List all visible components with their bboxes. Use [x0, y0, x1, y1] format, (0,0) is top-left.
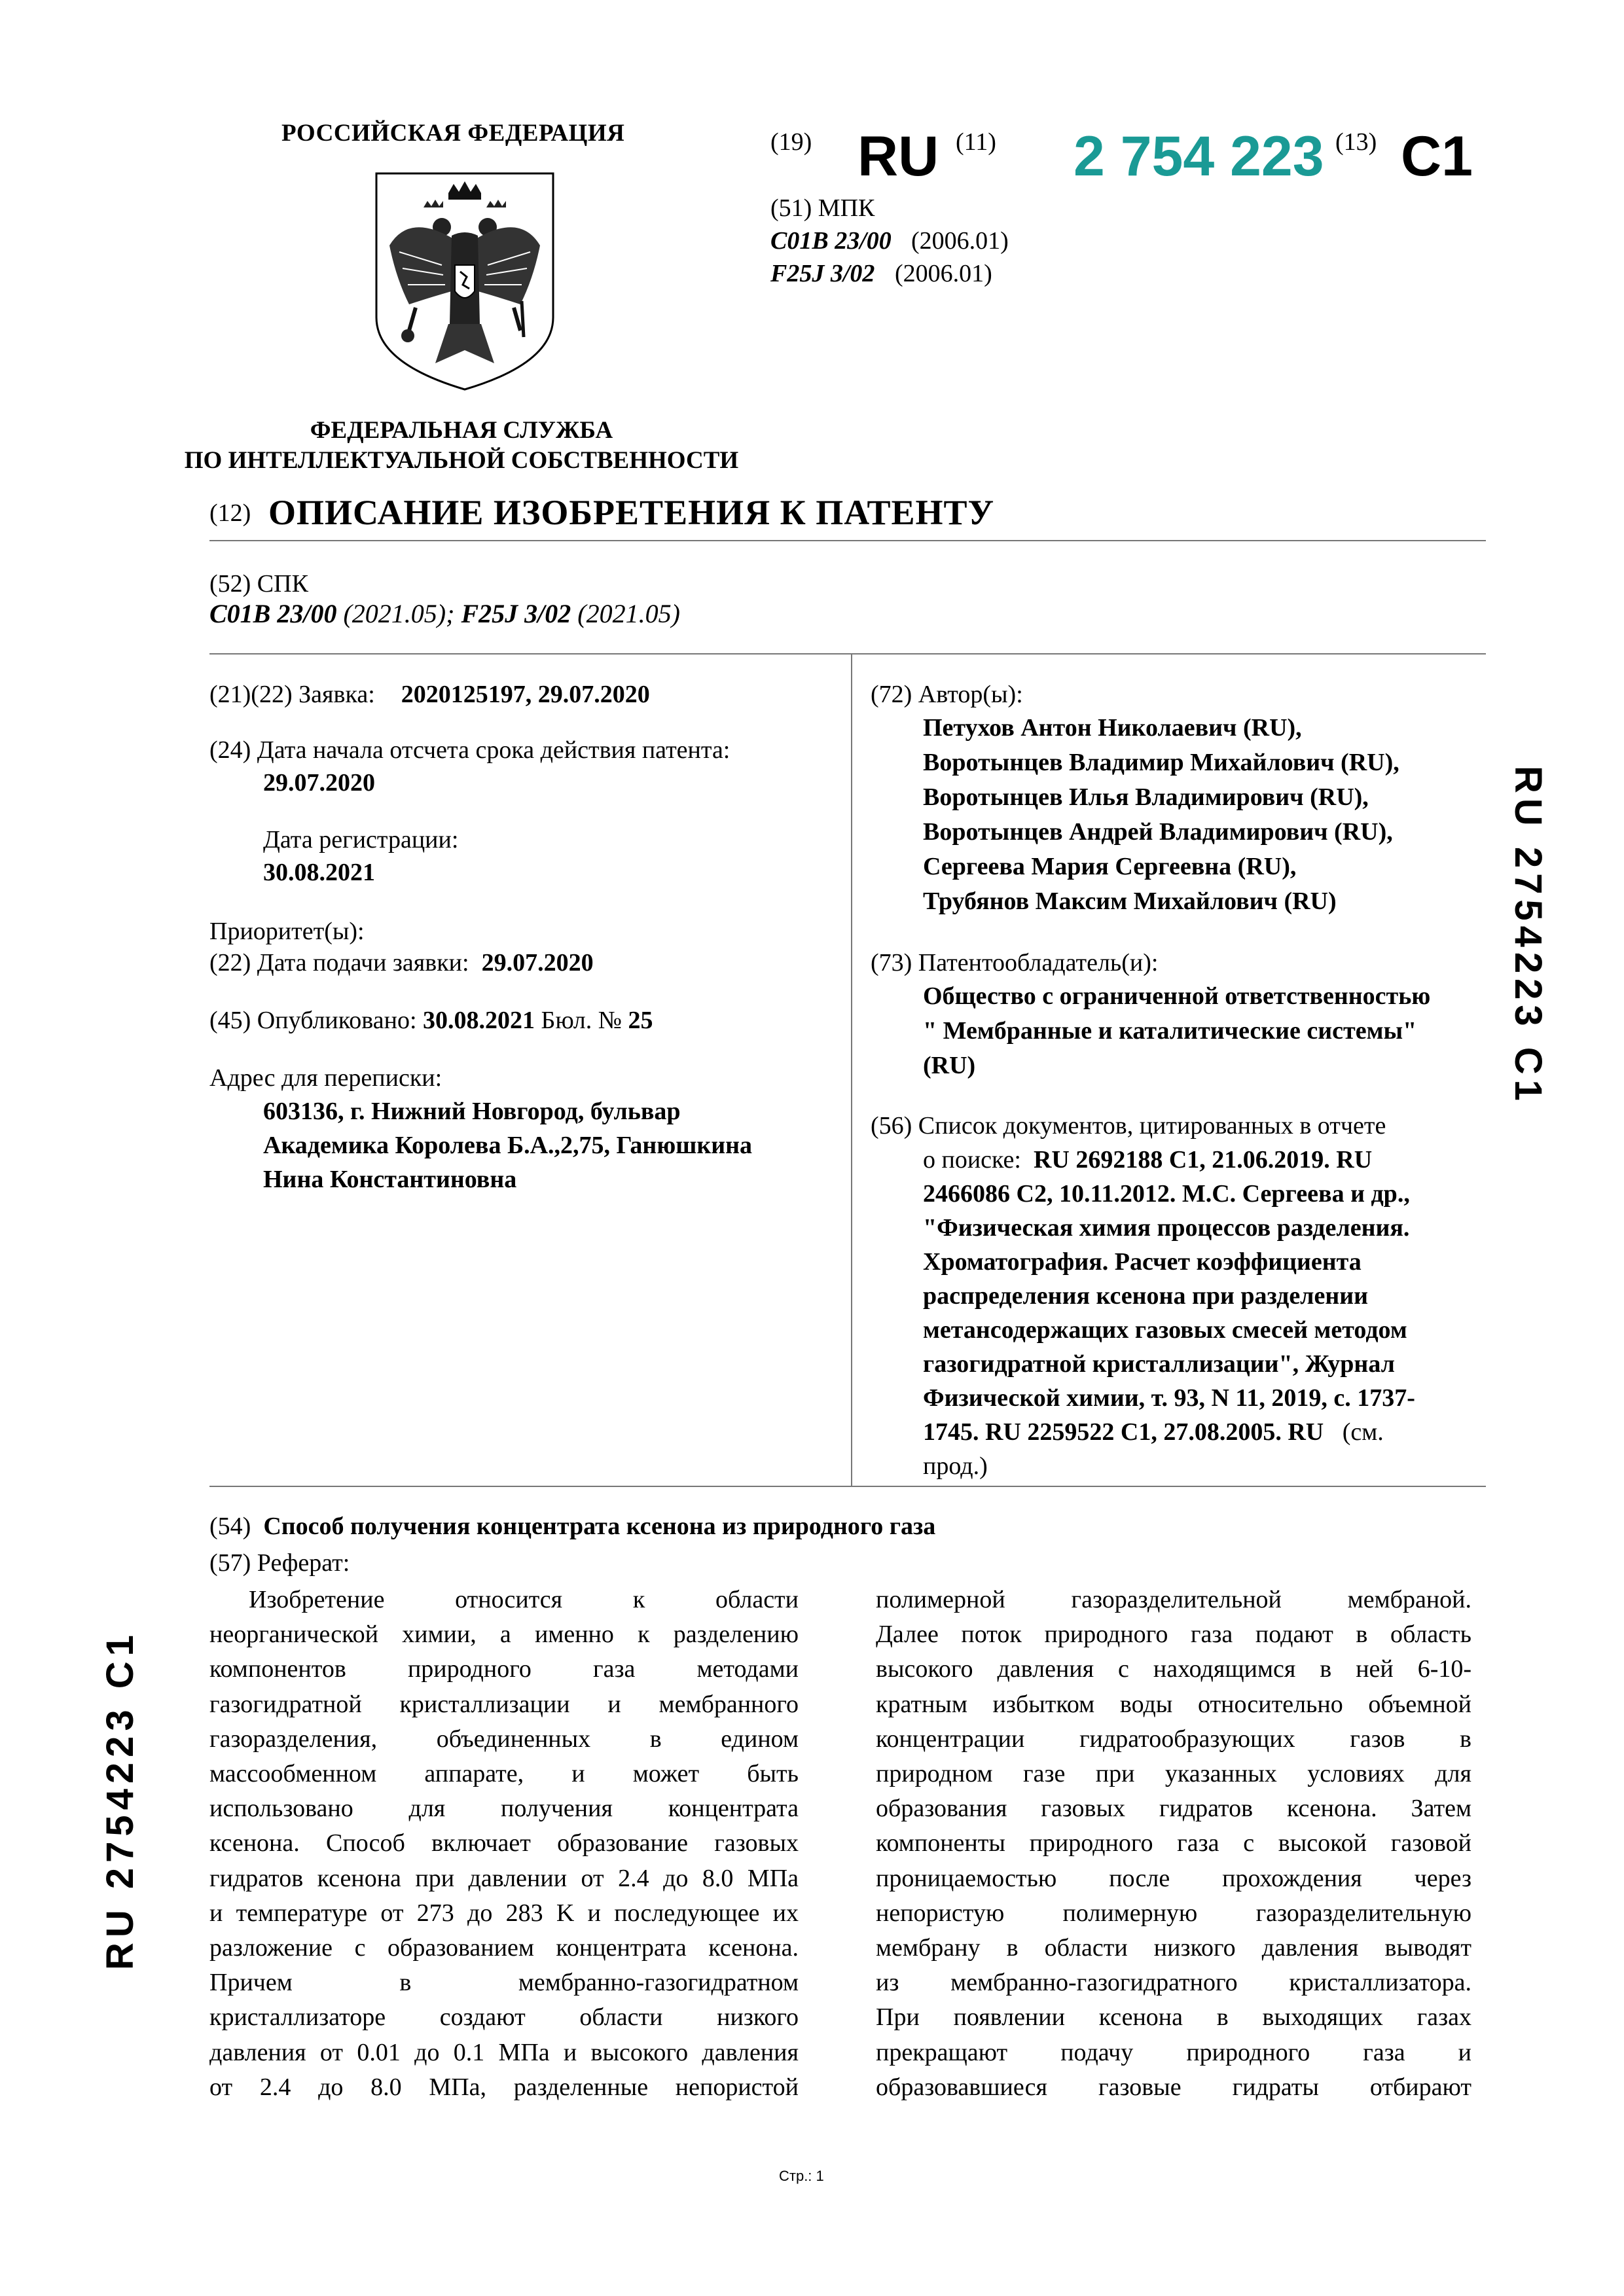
cpc-version: (2021.05)	[577, 599, 680, 628]
cited-references	[871, 1109, 1473, 1483]
author: Трубянов Максим Михайлович (RU)	[923, 888, 1337, 915]
abstract-line: гидратов ксенона при давлении от 2.4 до 8.0 МПа	[209, 1864, 799, 1892]
ref-line: газогидратной кристаллизации", Журнал	[923, 1350, 1395, 1378]
abstract-line: компонентов природного газа методами	[209, 1655, 799, 1683]
divider	[209, 540, 1486, 541]
registration-label: Дата регистрации:	[263, 826, 459, 853]
abstract-line: кристаллизаторе создают области низкого	[209, 2003, 799, 2032]
filing-date-field	[209, 946, 594, 979]
filing-value: 29.07.2020	[481, 949, 594, 977]
author: Воротынцев Владимир Михайлович (RU),	[923, 749, 1399, 776]
abstract-line: проницаемостью после прохождения через	[876, 1864, 1471, 1892]
country-name: РОССИЙСКАЯ ФЕДЕРАЦИЯ	[281, 120, 625, 147]
patent-number: 2 754 223	[1074, 125, 1324, 188]
ipc-code: F25J 3/02	[770, 260, 875, 287]
cpc-version: (2021.05);	[343, 599, 455, 628]
address-block	[263, 1094, 826, 1196]
russian-coat-of-arms-icon	[370, 167, 560, 396]
author: Сергеева Мария Сергеевна (RU),	[923, 853, 1297, 880]
divider	[209, 1486, 1486, 1487]
refs-continued: (см.	[1342, 1418, 1384, 1446]
side-patent-number-right: RU 2754223 C1	[1507, 766, 1549, 1106]
authors-label: (72) Автор(ы):	[871, 681, 1023, 708]
abstract-line: неорганической химии, а именно к разделению	[209, 1621, 799, 1649]
ipc-label: (51) МПК	[770, 194, 875, 222]
term-start-value: 29.07.2020	[263, 769, 375, 797]
abstract-line: Далее поток природного газа подают в область	[876, 1621, 1471, 1649]
authors-list	[923, 711, 1399, 919]
filing-label: (22) Дата подачи заявки:	[209, 949, 469, 977]
bulletin-label: Бюл. №	[541, 1007, 622, 1034]
cpc-code: C01B 23/00	[209, 599, 337, 628]
kind-code: C1	[1401, 125, 1473, 188]
abstract-line: газоразделения, объединенных в едином	[209, 1725, 799, 1753]
address-line: Академика Королева Б.А.,2,75, Ганюшкина	[263, 1132, 753, 1159]
priority-label: Приоритет(ы):	[209, 918, 365, 945]
application-value: 2020125197, 29.07.2020	[401, 681, 650, 708]
agency-name-line1: ФЕДЕРАЛЬНАЯ СЛУЖБА	[310, 417, 613, 444]
owner-line: (RU)	[923, 1052, 976, 1079]
address-line: Нина Константиновна	[263, 1166, 517, 1193]
country-code: RU	[857, 125, 939, 188]
ref-line: "Физическая химия процессов разделения.	[923, 1214, 1410, 1242]
invention-title	[209, 1512, 935, 1541]
column-divider	[851, 653, 852, 1486]
ref-line: RU 2692188 C1, 21.06.2019. RU	[1033, 1146, 1373, 1174]
registration-value: 30.08.2021	[263, 859, 375, 886]
abstract-line: от 2.4 до 8.0 МПа, разделенные непористой	[209, 2073, 799, 2101]
cpc-classification	[209, 598, 680, 629]
inid-12: (12)	[209, 499, 251, 527]
ipc-version: (2006.01)	[895, 260, 992, 287]
ref-line: метансодержащих газовых смесей методом	[923, 1316, 1407, 1344]
abstract-line: образовавшиеся газовые гидраты отбирают	[876, 2073, 1471, 2101]
abstract-line: мембрану в области низкого давления выводят	[876, 1934, 1471, 1962]
application-label: (21)(22) Заявка:	[209, 681, 375, 708]
term-start-label: (24) Дата начала отсчета срока действия патента:	[209, 736, 731, 764]
owner-line: Общество с ограниченной ответственностью	[923, 982, 1431, 1010]
divider	[209, 653, 1486, 655]
owner-block	[923, 979, 1430, 1083]
abstract-column-left	[209, 1583, 799, 2105]
author: Воротынцев Андрей Владимирович (RU),	[923, 818, 1393, 846]
ipc-version: (2006.01)	[911, 227, 1009, 255]
abstract-column-right	[876, 1583, 1471, 2105]
document-type-title: ОПИСАНИЕ ИЗОБРЕТЕНИЯ К ПАТЕНТУ	[268, 493, 995, 532]
abstract-line: и температуре от 273 до 283 K и последующее их	[209, 1899, 799, 1927]
published-value: 30.08.2021	[423, 1007, 535, 1034]
refs-list	[871, 1143, 1473, 1483]
author: Воротынцев Илья Владимирович (RU),	[923, 783, 1369, 811]
abstract-line: ксенона. Способ включает образование газовых	[209, 1829, 799, 1857]
inid-54: (54)	[209, 1513, 251, 1540]
address-line: 603136, г. Нижний Новгород, бульвар	[263, 1098, 681, 1125]
abstract-line: из мембранно-газогидратного кристаллизатора.	[876, 1969, 1471, 1997]
abstract-line: компоненты природного газа с высокой газовой	[876, 1829, 1471, 1857]
application-field	[209, 678, 650, 711]
ref-line: Физической химии, т. 93, N 11, 2019, с. 1737-	[923, 1384, 1415, 1412]
side-patent-number-left: RU 2754223 C1	[99, 1630, 141, 1970]
ipc-entry	[770, 259, 992, 288]
abstract-line: природном газе при указанных условиях для	[876, 1760, 1471, 1788]
refs-search-label: о поиске:	[923, 1146, 1021, 1174]
refs-continued-2: прод.)	[923, 1452, 988, 1480]
abstract-line: кратным избытком воды относительно объемной	[876, 1690, 1471, 1718]
ref-line: распределения ксенона при разделении	[923, 1282, 1369, 1310]
cpc-label: (52) СПК	[209, 570, 308, 598]
abstract-line: использовано для получения концентрата	[209, 1795, 799, 1823]
abstract-line: прекращают подачу природного газа и	[876, 2038, 1471, 2066]
refs-label: (56) Список документов, цитированных в отчете	[871, 1112, 1386, 1139]
address-label: Адрес для переписки:	[209, 1064, 442, 1092]
title-text: Способ получения концентрата ксенона из природного газа	[263, 1513, 936, 1540]
abstract-line: непористую полимерную газоразделительную	[876, 1899, 1471, 1927]
author: Петухов Антон Николаевич (RU),	[923, 714, 1302, 742]
inid-13: (13)	[1335, 128, 1377, 156]
abstract-line: образования газовых гидратов ксенона. Затем	[876, 1795, 1471, 1823]
abstract-line: полимерной газоразделительной мембраной.	[876, 1586, 1471, 1613]
abstract-line: массообменном аппарате, и может быть	[209, 1760, 799, 1788]
owner-line: " Мембранные и каталитические системы"	[923, 1017, 1417, 1045]
ipc-entry	[770, 226, 1009, 255]
abstract-line: разложение с образованием концентрата ксенона.	[209, 1934, 799, 1962]
bulletin-value: 25	[628, 1007, 653, 1034]
abstract-line: Причем в мембранно-газогидратном	[209, 1969, 799, 1997]
ipc-code: C01B 23/00	[770, 227, 892, 255]
abstract-line: При появлении ксенона в выходящих газах	[876, 2003, 1471, 2032]
cpc-code: F25J 3/02	[461, 599, 571, 628]
inid-19: (19)	[770, 128, 812, 156]
agency-name-line2: ПО ИНТЕЛЛЕКТУАЛЬНОЙ СОБСТВЕННОСТИ	[184, 447, 739, 474]
abstract-line: газогидратной кристаллизации и мембранного	[209, 1690, 799, 1718]
published-label: (45) Опубликовано:	[209, 1007, 417, 1034]
ref-line: Хроматография. Расчет коэффициента	[923, 1248, 1362, 1276]
ref-line: 1745. RU 2259522 C1, 27.08.2005. RU	[923, 1418, 1324, 1446]
page-number: Стр.: 1	[779, 2168, 824, 2184]
abstract-line: высокого давления с находящимся в ней 6-10-	[876, 1655, 1471, 1683]
abstract-line: концентрации гидратообразующих газов в	[876, 1725, 1471, 1753]
abstract-line: давления от 0.01 до 0.1 МПа и высокого давления	[209, 2038, 799, 2066]
abstract-label: (57) Реферат:	[209, 1549, 350, 1577]
abstract-line: Изобретение относится к области	[249, 1586, 799, 1613]
published-field	[209, 1004, 653, 1037]
ref-line: 2466086 C2, 10.11.2012. М.С. Сергеева и др.,	[923, 1180, 1410, 1208]
owner-label: (73) Патентообладатель(и):	[871, 949, 1159, 977]
inid-11: (11)	[956, 128, 996, 156]
